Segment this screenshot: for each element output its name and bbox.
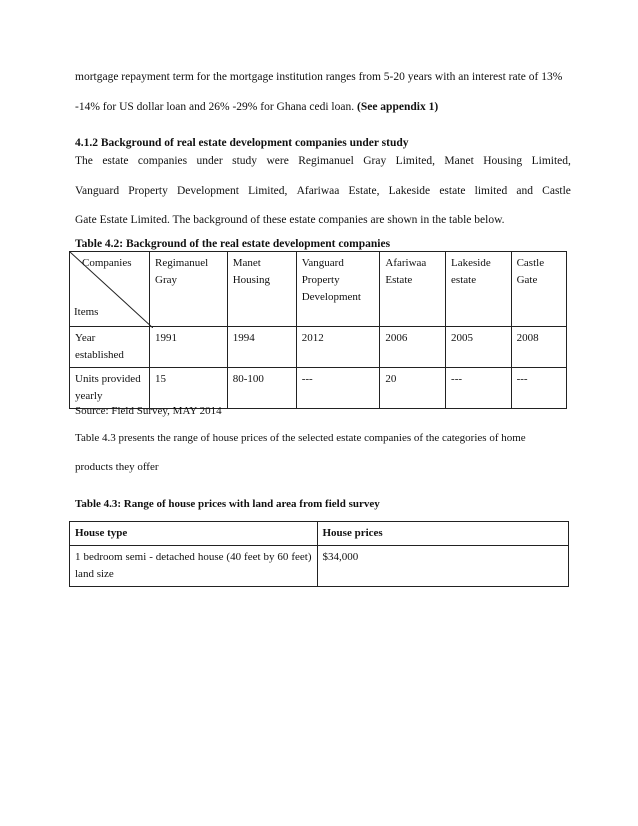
paragraph-text: -14% for US dollar loan and 26% -29% for Ghana cedi loan. — [75, 101, 355, 113]
table-row — [70, 368, 567, 409]
word: Limited, — [395, 155, 435, 167]
table-row — [70, 546, 569, 587]
table-cell: 1991 — [150, 327, 228, 368]
word: Regimanuel — [298, 155, 354, 167]
column-header: Regimanuel Gray — [150, 252, 228, 327]
house-type-cell: 1 bedroom semi - detached house (40 feet by 60 feet) land size — [70, 546, 318, 587]
column-header: Castle Gate — [511, 252, 566, 327]
word: Vanguard — [75, 185, 120, 197]
word: estate — [102, 155, 129, 167]
table-cell: --- — [296, 368, 380, 409]
word: Estate, — [348, 185, 380, 197]
word: Property — [128, 185, 168, 197]
word: companies — [137, 155, 188, 167]
table-cell: 2006 — [380, 327, 446, 368]
table-cell: 2012 — [296, 327, 380, 368]
appendix-reference: (See appendix 1) — [357, 101, 439, 113]
word: Housing — [483, 155, 523, 167]
section-line-1 — [75, 155, 571, 167]
word: The — [75, 155, 93, 167]
corner-label-items: Items — [74, 306, 99, 318]
corner-label-companies: Companies — [82, 257, 132, 269]
table-source: Source: Field Survey, MAY 2014 — [75, 405, 222, 417]
paragraph-line: products they offer — [75, 461, 159, 473]
table-cell: --- — [511, 368, 566, 409]
paragraph-line: mortgage repayment term for the mortgage institution ranges from 5-20 years with an interest rate of 13% — [75, 71, 563, 83]
table-header-row — [70, 522, 569, 546]
company-background-table — [69, 251, 567, 409]
table-caption: Table 4.2: Background of the real estate development companies — [75, 238, 391, 250]
row-label: Units provided yearly — [70, 368, 150, 409]
house-price-cell: $34,000 — [317, 546, 569, 587]
table-row — [70, 327, 567, 368]
house-prices-table — [69, 521, 569, 587]
word: under — [196, 155, 223, 167]
word: and — [516, 185, 534, 197]
table-cell: 2005 — [446, 327, 512, 368]
section-line-2 — [75, 185, 571, 197]
column-header: House type — [70, 522, 318, 546]
paragraph-line: Table 4.3 presents the range of house prices of the selected estate companies of the categories of home — [75, 432, 526, 444]
table-cell: 1994 — [227, 327, 296, 368]
row-label: Year established — [70, 327, 150, 368]
corner-header-cell — [70, 252, 150, 327]
word: Gray — [363, 155, 387, 167]
word: Castle — [542, 185, 571, 197]
word: Afariwaa — [296, 185, 340, 197]
table-cell: 20 — [380, 368, 446, 409]
table-cell: --- — [446, 368, 512, 409]
section-line-3: Gate Estate Limited. The background of these estate companies are shown in the table below. — [75, 214, 505, 226]
column-header: House prices — [317, 522, 569, 546]
column-header: Afariwaa Estate — [380, 252, 446, 327]
column-header: Lakeside estate — [446, 252, 512, 327]
word: Development — [177, 185, 239, 197]
word: Manet — [444, 155, 474, 167]
column-header: Manet Housing — [227, 252, 296, 327]
word: estate — [439, 185, 466, 197]
word: study — [232, 155, 258, 167]
table-cell: 15 — [150, 368, 228, 409]
word: were — [266, 155, 289, 167]
word: limited — [474, 185, 508, 197]
column-header: Vanguard Property Development — [296, 252, 380, 327]
paragraph-line — [75, 101, 438, 113]
section-heading: 4.1.2 Background of real estate development companies under study — [75, 137, 409, 149]
word: Lakeside — [388, 185, 431, 197]
table-header-row — [70, 252, 567, 327]
table-caption: Table 4.3: Range of house prices with land area from field survey — [75, 498, 380, 510]
table-cell: 80-100 — [227, 368, 296, 409]
table-cell: 2008 — [511, 327, 566, 368]
word: Limited, — [531, 155, 571, 167]
word: Limited, — [248, 185, 288, 197]
